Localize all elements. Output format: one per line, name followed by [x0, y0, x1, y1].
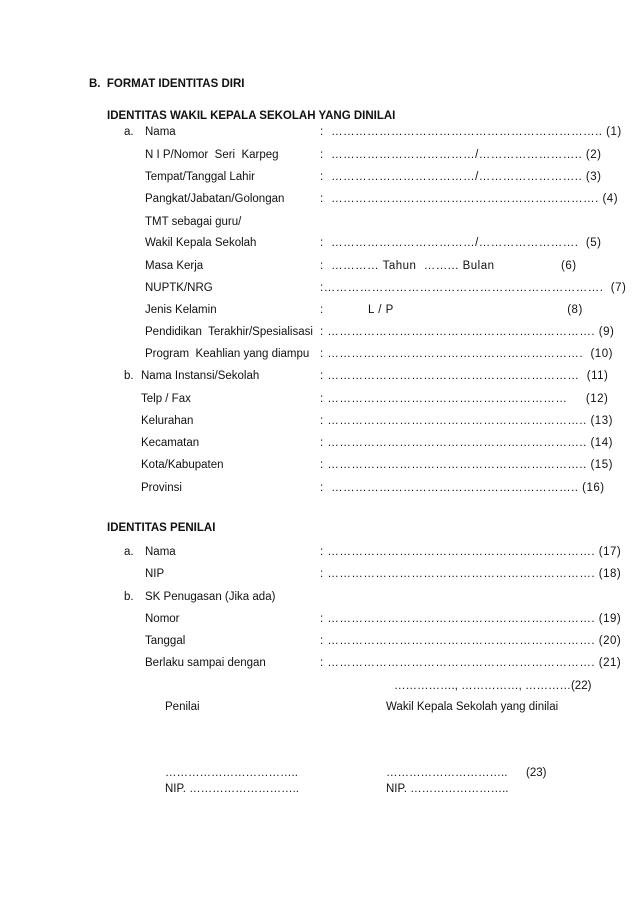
field-label: Kelurahan — [141, 415, 194, 427]
field-label: Jenis Kelamin — [145, 304, 217, 316]
left-name-line: …………………………….. — [165, 767, 298, 779]
right-nip: NIP. …………………….. — [386, 783, 509, 795]
field-label: Masa Kerja — [145, 260, 204, 272]
field-label: Pendidikan Terakhir/Spesialisasi — [145, 326, 313, 338]
field-label: Tempat/Tanggal Lahir — [145, 171, 255, 183]
field-value-line: : …………………………………………………………. (9) — [320, 326, 615, 338]
field-value-line: : ………………………………/……………………. (5) — [320, 237, 602, 249]
field-value-line: : ………………………………/…………………….. (2) — [320, 149, 602, 161]
right-role: Wakil Kepala Sekolah yang dinilai — [386, 701, 559, 713]
field-value-line: : …………………………………………………….. (16) — [320, 482, 605, 494]
part1-b-marker: b. — [124, 370, 134, 382]
field-label: Nomor — [145, 613, 180, 625]
field-value-line: :……………………………………………………………. (7) — [320, 282, 627, 294]
field-value-line: : ………… Tahun ……... Bulan (6) — [320, 260, 577, 272]
right-name-line: ………………………….. — [386, 767, 508, 779]
field-label: Pangkat/Jabatan/Golongan — [145, 193, 285, 205]
field-label: Nama — [145, 126, 176, 138]
field-label: Provinsi — [141, 482, 182, 494]
field-label: Telp / Fax — [141, 393, 191, 405]
field-label: Nama — [145, 546, 176, 558]
part2-title: IDENTITAS PENILAI — [107, 522, 216, 534]
field-value-line: : ……………………………………………………… (11) — [320, 370, 609, 382]
field-value-line: : ………………………………………………………….. (1) — [320, 126, 622, 138]
field-value-line: : ………………………………………………………. (10) — [320, 348, 613, 360]
place-date-line: ……………., ……………, …………(22) — [394, 680, 592, 692]
part2-a-marker: a. — [124, 546, 134, 558]
sk-penugasan-label: SK Penugasan (Jika ada) — [145, 591, 276, 603]
part2-b-marker: b. — [124, 591, 134, 603]
field-label: N I P/Nomor Seri Karpeg — [145, 149, 279, 161]
field-label: Berlaku sampai dengan — [145, 657, 266, 669]
field-label: Program Keahlian yang diampu — [145, 348, 310, 360]
field-value-line: : …………………………………………………………. (20) — [320, 635, 622, 647]
field-label: NUPTK/NRG — [145, 282, 213, 294]
part1-title: IDENTITAS WAKIL KEPALA SEKOLAH YANG DINILAI — [107, 110, 396, 122]
field-label: Nama Instansi/Sekolah — [141, 370, 260, 382]
field-value-line: : …………………………………………………………. (4) — [320, 193, 619, 205]
field-value-line: : ……………………………………………………….. (13) — [320, 415, 613, 427]
field-value-line: : L / P (8) — [320, 304, 583, 316]
field-value-line: : ……………………………………………………….. (14) — [320, 437, 613, 449]
field-label: NIP — [145, 568, 165, 580]
left-role: Penilai — [165, 701, 200, 713]
field-value-line: : …………………………………………………………. (17) — [320, 546, 622, 558]
field-value-line: : …………………………………………………………. (21) — [320, 657, 622, 669]
field-label: Tanggal — [145, 635, 186, 647]
signature-number: (23) — [526, 767, 547, 779]
section-title: B. FORMAT IDENTITAS DIRI — [89, 78, 245, 90]
part1-a-marker: a. — [124, 126, 134, 138]
field-label: Kota/Kabupaten — [141, 459, 224, 471]
field-value-line: : …………………………………………………………. (18) — [320, 568, 622, 580]
left-nip: NIP. ……………………….. — [165, 783, 299, 795]
field-label: TMT sebagai guru/ — [145, 216, 242, 228]
field-value-line: : …………………………………………………… (12) — [320, 393, 609, 405]
field-label: Kecamatan — [141, 437, 200, 449]
field-value-line: : ……………………………………………………….. (15) — [320, 459, 613, 471]
field-value-line: : …………………………………………………………. (19) — [320, 613, 622, 625]
field-value-line: : ………………………………/…………………….. (3) — [320, 171, 602, 183]
field-label: Wakil Kepala Sekolah — [145, 237, 257, 249]
